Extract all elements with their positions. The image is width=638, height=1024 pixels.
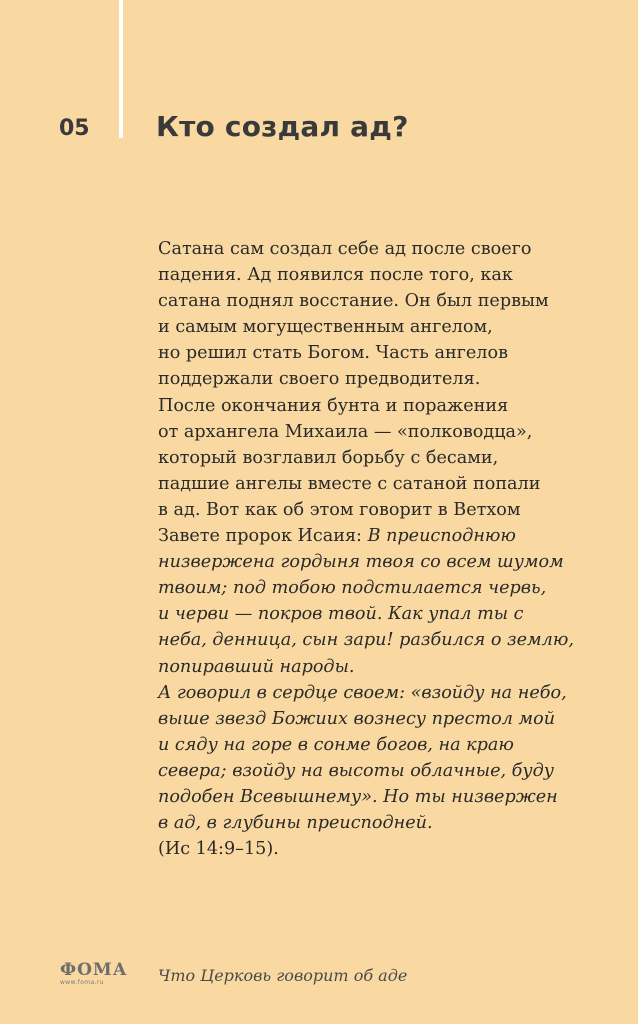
paragraph-text: и самым могущественным ангелом,	[158, 317, 493, 338]
page-title: Кто создал ад?	[156, 110, 409, 143]
section-number: 05	[59, 116, 90, 141]
quote-text: подобен Всевышнему». Но ты низвержен	[158, 786, 558, 807]
header-divider-line	[119, 0, 123, 138]
paragraph-text: от архангела Михаила — «полководца»,	[158, 421, 533, 442]
logo-word: ФОМА	[60, 960, 128, 980]
paragraph-text: Сатана сам создал себе ад после своего	[158, 239, 532, 259]
quote-text: и черви — покров твой. Как упал ты с	[158, 604, 524, 625]
body-line	[158, 601, 598, 627]
body-line	[158, 784, 598, 810]
body-line	[158, 445, 598, 471]
body-line	[158, 340, 598, 366]
body-line	[158, 497, 598, 523]
paragraph-text: падения. Ад появился после того, как	[158, 265, 513, 286]
body-line	[158, 419, 598, 445]
body-line	[158, 836, 598, 862]
body-line	[158, 393, 598, 419]
quote-text: и сяду на горе в сонме богов, на краю	[158, 734, 514, 755]
quote-text: севера; взойду на высоты облачные, буду	[158, 760, 554, 781]
paragraph-text: в ад. Вот как об этом говорит в Ветхом	[158, 499, 521, 520]
quote-text: неба, денница, сын зари! разбился о землю,	[158, 630, 574, 651]
paragraph-text: но решил стать Богом. Часть ангелов	[158, 343, 508, 364]
footer-caption: Что Церковь говорит об аде	[158, 966, 408, 985]
logo-url: www.foma.ru	[60, 979, 104, 986]
body-line	[158, 549, 598, 575]
quote-text: А говорил в сердце своем: «взойду на небо,	[158, 682, 567, 703]
paragraph-text: который возглавил борьбу с бесами,	[158, 447, 499, 468]
body-line	[158, 575, 598, 601]
body-line	[158, 810, 598, 836]
quote-text: попиравший народы.	[158, 656, 355, 677]
body-line	[158, 288, 598, 314]
foma-logo	[60, 960, 128, 987]
body-line	[158, 627, 598, 653]
body-line	[158, 654, 598, 680]
quote-text: В преисподнюю	[367, 526, 516, 547]
body-line	[158, 262, 598, 288]
body-line	[158, 523, 598, 549]
paragraph-text: Завете пророк Исаия:	[158, 526, 368, 547]
body-line	[158, 471, 598, 497]
paragraph-text: падшие ангелы вместе с сатаной попали	[158, 473, 541, 494]
body-line	[158, 706, 598, 732]
body-text	[158, 236, 598, 862]
paragraph-text: поддержали своего предводителя.	[158, 369, 481, 390]
paragraph-text: После окончания бунта и поражения	[158, 395, 509, 416]
body-line	[158, 758, 598, 784]
body-line	[158, 314, 598, 340]
body-line	[158, 366, 598, 392]
quote-text: в ад, в глубины преисподней.	[158, 813, 433, 834]
body-line	[158, 236, 598, 262]
body-line	[158, 732, 598, 758]
paragraph-text: (Ис 14:9–15).	[158, 839, 279, 860]
quote-text: низвержена гордыня твоя со всем шумом	[158, 552, 564, 573]
paragraph-text: сатана поднял восстание. Он был первым	[158, 291, 549, 312]
quote-text: твоим; под тобою подстилается червь,	[158, 578, 547, 599]
quote-text: выше звезд Божиих вознесу престол мой	[158, 708, 556, 729]
body-line	[158, 680, 598, 706]
